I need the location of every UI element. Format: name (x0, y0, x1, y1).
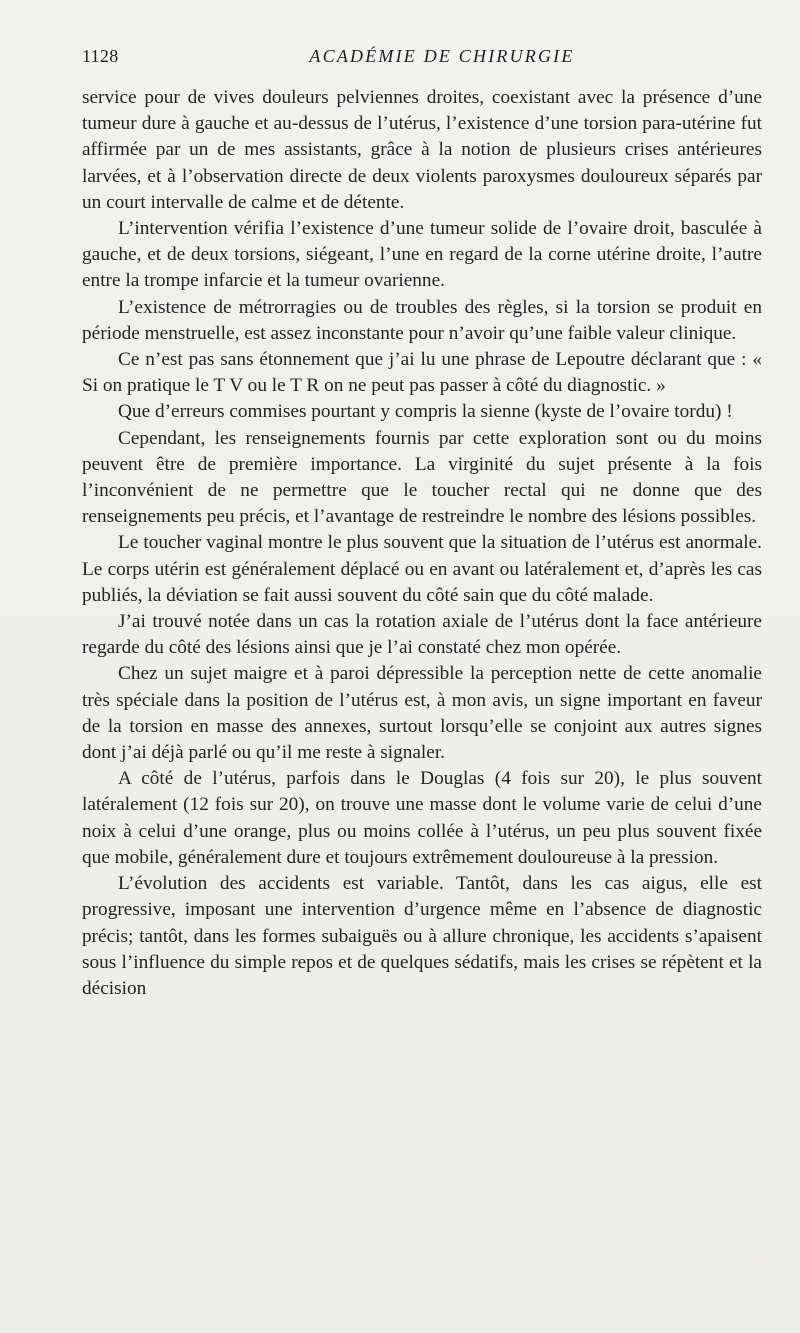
paragraph: service pour de vives douleurs pelviennes droites, coexistant avec la présence d’une tumeur dure à gauche et au-dessus de l’utérus, l’existence d’une torsion para-utérine fut affirmée par un de mes assistants, grâce à la notion de plusieurs crises antérieures larvées, et à l’observation directe de deux violents paroxysmes douloureux séparés par un court intervalle de calme et de détente. (82, 87, 762, 213)
paragraph: Chez un sujet maigre et à paroi dépressible la perception nette de cette anomalie très spéciale dans la position de l’utérus est, à mon avis, un signe important en faveur de la torsion en masse des annexes, surtout lorsqu’elle se conjoint aux autres signes dont j’ai déjà parlé ou qu’il me reste à signaler. (82, 663, 762, 764)
page-number: 1128 (82, 46, 119, 66)
paragraph: L’existence de métrorragies ou de troubles des règles, si la torsion se produit en période menstruelle, est assez inconstante pour n’avoir qu’une faible valeur clinique. (82, 296, 762, 344)
paragraph: Ce n’est pas sans étonnement que j’ai lu une phrase de Lepoutre déclarant que : « Si on pratique le T V ou le T R on ne peut pas passer à côté du diagnostic. » (82, 349, 762, 397)
paragraph: Que d’erreurs commises pourtant y compris la sienne (kyste de l’ovaire tordu) ! (118, 401, 733, 423)
page-header (82, 46, 762, 70)
paragraph: J’ai trouvé notée dans un cas la rotation axiale de l’utérus dont la face antérieure regarde du côté des lésions ainsi que je l’ai constaté chez mon opérée. (82, 611, 762, 659)
running-head: ACADÉMIE DE CHIRURGIE (309, 46, 575, 66)
paragraph: L’intervention vérifia l’existence d’une tumeur solide de l’ovaire droit, basculée à gauche, et de deux torsions, siégeant, l’une en regard de la corne utérine droite, l’autre entre la trompe infarcie et la tumeur ovarienne. (82, 218, 762, 292)
paragraph: Cependant, les renseignements fournis par cette exploration sont ou du moins peuvent être de première importance. La virginité du sujet présente à la fois l’inconvénient de ne permettre que le toucher rectal qui ne donne que des renseignements peu précis, et l’avantage de restreindre le nombre des lésions possibles. (82, 427, 762, 528)
paragraph: A côté de l’utérus, parfois dans le Douglas (4 fois sur 20), le plus souvent latéralement (12 fois sur 20), on trouve une masse dont le volume varie de celui d’une noix à celui d’une orange, plus ou moins collée à l’utérus, un peu plus souvent fixée que mobile, généralement dure et toujours extrêmement douloureuse à la pression. (82, 768, 762, 868)
body-text (82, 85, 762, 1002)
paragraph: L’évolution des accidents est variable. Tantôt, dans les cas aigus, elle est progressive, imposant une intervention d’urgence même en l’absence de diagnostic précis; tantôt, dans les formes subaiguës ou à allure chronique, les accidents s’apaisent sous l’influence du simple repos et de quelques sédatifs, mais les crises se répètent et la décision (82, 873, 762, 999)
paragraph: Le toucher vaginal montre le plus souvent que la situation de l’utérus est anormale. Le corps utérin est généralement déplacé ou en avant ou latéralement et, d’après les cas publiés, la déviation se fait aussi souvent du côté sain que du côté malade. (82, 532, 762, 606)
